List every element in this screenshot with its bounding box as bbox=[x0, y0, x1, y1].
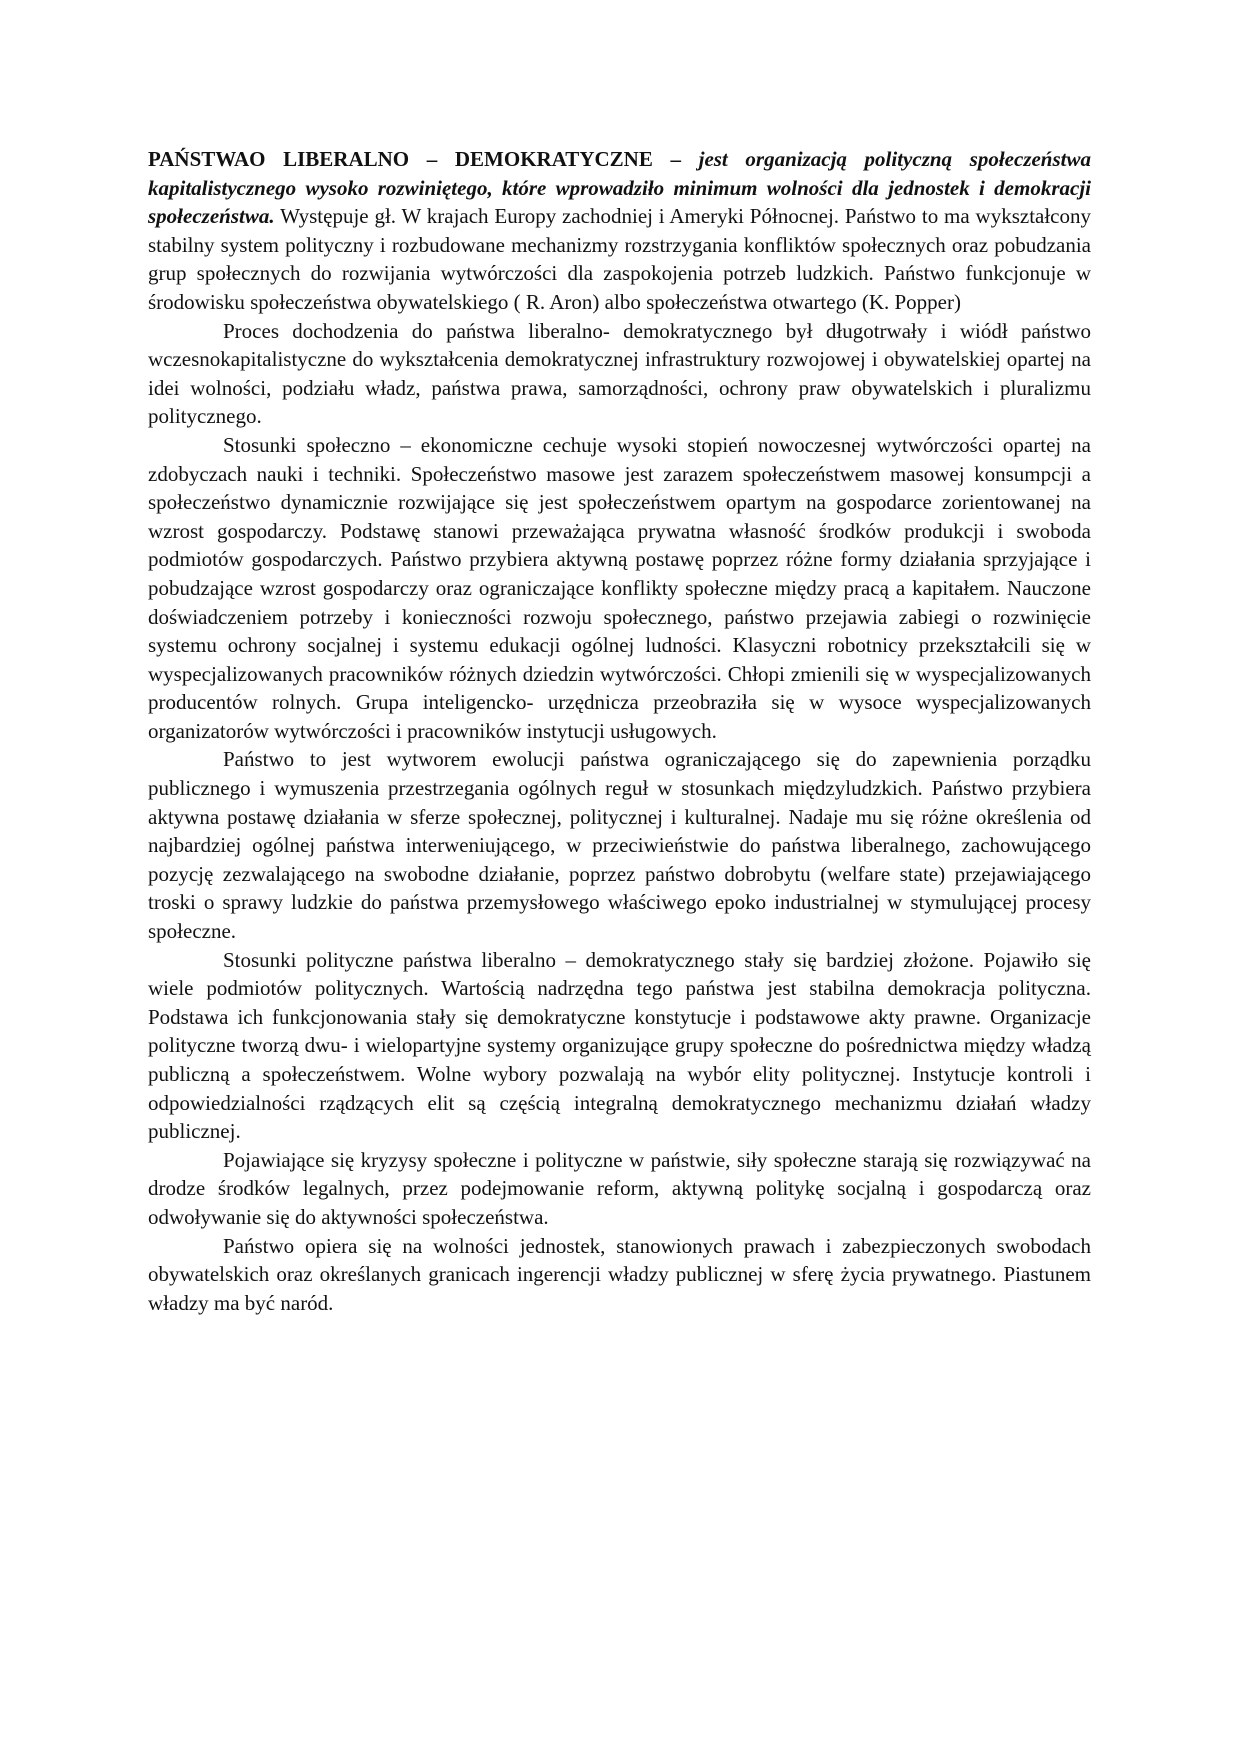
paragraph-process: Proces dochodzenia do państwa liberalno- demokratycznego był długotrwały i wiódł państwo wczesnokapitalistyczne do wykształcenia demokratycznej infrastruktury rozwojowej i obywatelskiej opartej na idei wolności, podziału władz, państwa prawa, samorządności, ochrony praw obywatelskich i pluralizmu politycznego. bbox=[148, 318, 1091, 429]
intro-paragraph bbox=[148, 145, 1091, 317]
document-page bbox=[148, 145, 1091, 1317]
paragraph-crises: Pojawiające się kryzysy społeczne i polityczne w państwie, siły społeczne starają się rozwiązywać na drodze środków legalnych, przez podejmowanie reform, aktywną politykę socjalną i gospodarczą oraz odwoływanie się do aktywności społeczeństwa. bbox=[148, 1147, 1091, 1229]
paragraph-political-relations: Stosunki polityczne państwa liberalno – demokratycznego stały się bardziej złożone. Pojawiło się wiele podmiotów politycznych. Wartością nadrzędna tego państwa jest stabilna demokracja polityczna. Podstawa ich funkcjonowania stały się demokratyczne konstytucje i podstawowe akty prawne. Organizacje polityczne tworzą dwu- i wielopartyjne systemy organizujące grupy społeczne do pośrednictwa między władzą publiczną a społeczeństwem. Wolne wybory pozwalają na wybór elity politycznej. Instytucje kontroli i odpowiedzialności rządzących elit są częścią integralną demokratycznego mechanizmu działań władzy publicznej. bbox=[148, 947, 1091, 1144]
paragraph-socio-economic: Stosunki społeczno – ekonomiczne cechuje wysoki stopień nowoczesnej wytwórczości opartej na zdobyczach nauki i techniki. Społeczeństwo masowe jest zarazem społeczeństwem masowej konsumpcji a społeczeństwo dynamicznie rozwijające się jest społeczeństwem opartym na gospodarce zorientowanej na wzrost gospodarczy. Podstawę stanowi przeważająca prywatna własność środków produkcji i swoboda podmiotów gospodarczych. Państwo przybiera aktywną postawę poprzez różne formy działania sprzyjające i pobudzające wzrost gospodarczy oraz ograniczające konflikty społeczne między pracą a kapitałem. Nauczone doświadczeniem potrzeby i konieczności rozwoju społecznego, państwo przejawia zabiegi o rozwinięcie systemu ochrony socjalnej i systemu edukacji ogólnej ludności. Klasyczni robotnicy przekształcili się w wyspecjalizowanych pracowników różnych dziedzin wytwórczości. Chłopi zmienili się w wyspecjalizowanych producentów rolnych. Grupa inteligencko- urzędnicza przeobraziła się w wysoce wyspecjalizowanych organizatorów wytwórczości i pracowników instytucji usługowych. bbox=[148, 432, 1091, 743]
paragraph-freedom: Państwo opiera się na wolności jednostek, stanowionych prawach i zabezpieczonych swobodach obywatelskich oraz określanych granicach ingerencji władzy publicznej w sferę życia prywatnego. Piastunem władzy ma być naród. bbox=[148, 1233, 1091, 1315]
document-title: PAŃSTWAO LIBERALNO – DEMOKRATYCZNE – bbox=[148, 147, 681, 171]
paragraph-state-evolution: Państwo to jest wytworem ewolucji państwa ograniczającego się do zapewnienia porządku publicznego i wymuszenia przestrzegania ogólnych reguł w stosunkach międzyludzkich. Państwo przybiera aktywna postawę działania w sferze społecznej, politycznej i kulturalnej. Nadaje mu się różne określenia od najbardziej ogólnej państwa interweniującego, w przeciwieństwie do państwa liberalnego, zachowującego pozycję zezwalającego na swobodne działanie, poprzez państwo dobrobytu (welfare state) przejawiającego troski o sprawy ludzkie do państwa przemysłowego właściwego epoko industrialnej w stymulującej procesy społeczne. bbox=[148, 747, 1091, 944]
definition-text: jest organizacją polityczną społeczeństwa kapitalistycznego wysoko rozwiniętego, które wprowadziło minimum wolności dla jednostek i demokracji społeczeństwa. bbox=[148, 147, 1092, 229]
intro-text: Występuje gł. W krajach Europy zachodniej i Ameryki Północnej. Państwo to ma wykształcony stabilny system polityczny i rozbudowane mechanizmy rozstrzygania konfliktów społecznych oraz pobudzania grup społecznych do rozwijania wytwórczości dla zaspokojenia potrzeb ludzkich. Państwo funkcjonuje w środowisku społeczeństwa obywatelskiego ( R. Aron) albo społeczeństwa otwartego (K. Popper) bbox=[148, 204, 1092, 314]
